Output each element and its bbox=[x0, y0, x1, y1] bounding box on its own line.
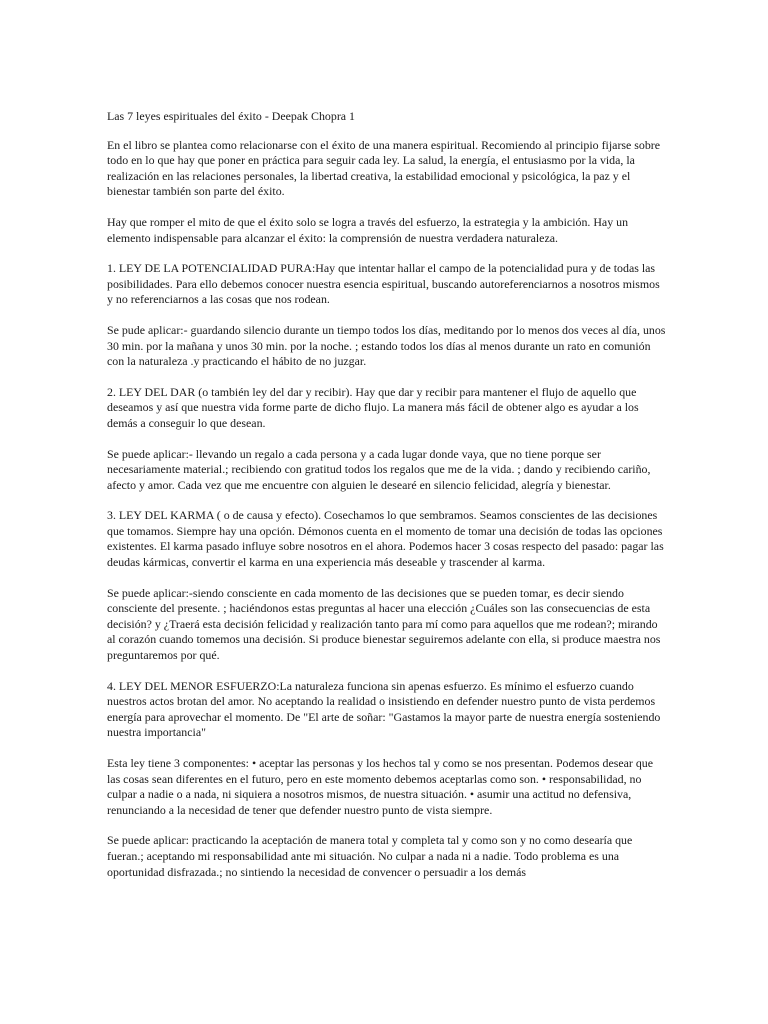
paragraph-law-3-apply: Se puede aplicar:-siendo consciente en cada momento de las decisiones que se pueden tomar, es decir siendo consciente del presente. ; haciéndonos estas preguntas al hacer una elección ¿Cuáles son las consecuencias de esta decisión? y ¿Traerá esta decisión felicidad y realización tanto para mí como para aquellos que me rodean?; mirando al corazón cuando tomemos una decisión. Si produce bienestar seguiremos adelante con ella, si produce maestra nos preguntaremos por qué. bbox=[107, 585, 661, 663]
paragraph-law-1: 1. LEY DE LA POTENCIALIDAD PURA:Hay que intentar hallar el campo de la potencialidad pura y de todas las posibilidades. Para ello debemos conocer nuestra esencia espiritual, buscando autoreferenciarnos a nosotros mismos y no referenciarnos a las cosas que nos rodean. bbox=[107, 261, 660, 307]
paragraph-law-4-apply: Se puede aplicar: practicando la aceptación de manera total y completa tal y como son y no como desearía que fueran.; aceptando mi responsabilidad ante mi situación. No culpar a nada ni a nadie. Todo problema es una oportunidad disfrazada.; no sintiendo la necesidad de convencer o persuadir a los demás bbox=[107, 833, 633, 879]
paragraph-law-4-components: Esta ley tiene 3 componentes: • aceptar las personas y los hechos tal y como se nos presentan. Podemos desear que las cosas sean diferentes en el futuro, pero en este momento debemos aceptarlas como son. • responsabilidad, no culpar a nadie o a nada, ni siquiera a nosotros mismos, de nuestra situación. • asumir una actitud no defensiva, renunciando a la necesidad de tener que defender nuestro punto de vista siempre. bbox=[107, 756, 654, 817]
document-title: Las 7 leyes espirituales del éxito - Deepak Chopra 1 bbox=[107, 109, 355, 123]
paragraph-law-3: 3. LEY DEL KARMA ( o de causa y efecto). Cosechamos lo que sembramos. Seamos conscientes de las decisiones que tomamos. Siempre hay una opción. Démonos cuenta en el momento de tomar una decisión de todas las opciones existentes. El karma pasado influye sobre nosotros en el ahora. Podemos hacer 3 cosas respecto del pasado: pagar las deudas kármicas, convertir el karma en una experiencia más deseable y trascender al karma. bbox=[107, 508, 664, 570]
paragraph-law-2-apply: Se puede aplicar:- llevando un regalo a cada persona y a cada lugar donde vaya, que no tiene porque ser necesariamente material.; recibiendo con gratitud todos los regalos que me de la vida. ; dando y recibiendo cariño, afecto y amor. Cada vez que me encuentre con alguien le desearé en silencio felicidad, alegría y bienestar. bbox=[107, 446, 651, 492]
document-body bbox=[107, 109, 667, 895]
paragraph-intro: En el libro se plantea como relacionarse con el éxito de una manera espiritual. Recomiendo al principio fijarse sobre todo en lo que hay que poner en práctica para seguir cada ley. La salud, la energía, el entusiasmo por la vida, la realización en las relaciones personales, la libertad creativa, la estabilidad emocional y psicológica, la paz y el bienestar también son parte del éxito. bbox=[107, 137, 661, 199]
paragraph-law-4: 4. LEY DEL MENOR ESFUERZO:La naturaleza funciona sin apenas esfuerzo. Es mínimo el esfuerzo cuando nuestros actos brotan del amor. No aceptando la realidad o insistiendo en defender nuestro punto de vista perdemos energía para aprovechar el momento. De "El arte de soñar: "Gastamos la mayor parte de nuestra energía sosteniendo nuestra importancia" bbox=[107, 678, 661, 740]
paragraph-law-2: 2. LEY DEL DAR (o también ley del dar y recibir). Hay que dar y recibir para mantener el flujo de aquello que deseamos y así que nuestra vida forme parte de dicho flujo. La manera más fácil de obtener algo es ayudar a los demás a conseguir lo que desean. bbox=[107, 384, 639, 430]
paragraph-myth: Hay que romper el mito de que el éxito solo se logra a través del esfuerzo, la estrategia y la ambición. Hay un elemento indispensable para alcanzar el éxito: la comprensión de nuestra verdadera naturaleza. bbox=[107, 214, 629, 245]
paragraph-law-1-apply: Se pude aplicar:- guardando silencio durante un tiempo todos los días, meditando por lo menos dos veces al día, unos 30 min. por la mañana y unos 30 min. por la noche. ; estando todos los días al menos durante un rato en comunión con la naturaleza .y practicando el hábito de no juzgar. bbox=[107, 322, 666, 369]
